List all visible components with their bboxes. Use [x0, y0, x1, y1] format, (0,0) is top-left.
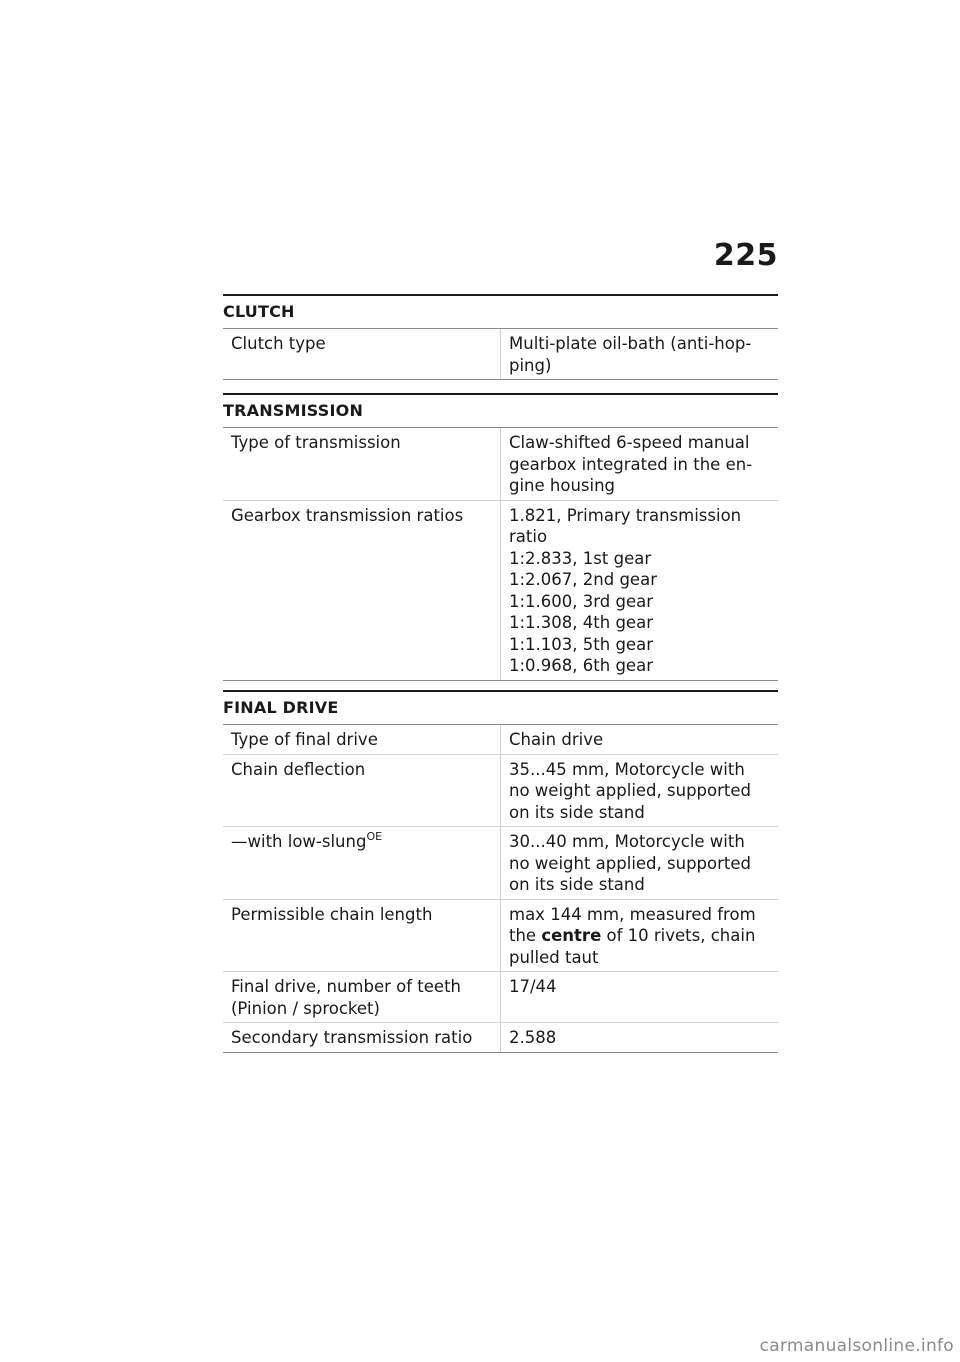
section-transmission [223, 393, 778, 681]
spec-label: Chain deflection [223, 755, 501, 827]
spec-value: Multi-plate oil-bath (anti-hop- ping) [509, 334, 752, 375]
spec-label: Final drive, number of teeth (Pinion / sprocket) [223, 972, 501, 1022]
spec-value: 35...45 mm, Motorcycle with no weight applied, supported on its side stand [509, 759, 751, 822]
spec-label-text: —with low-slung [231, 832, 367, 851]
spec-row [223, 971, 778, 1022]
section-final-drive [223, 690, 778, 1053]
spec-value-text: the [509, 926, 542, 945]
spec-row [223, 754, 778, 827]
spec-label: Type of final drive [223, 725, 501, 754]
spec-value: 2.588 [509, 1028, 557, 1047]
spec-value-line: pulled taut [509, 947, 599, 967]
section-title-transmission: TRANSMISSION [223, 401, 364, 420]
spec-label [223, 827, 501, 899]
section-title-clutch: CLUTCH [223, 302, 295, 321]
spec-value-emphasis: centre [541, 926, 602, 945]
spec-row [223, 826, 778, 899]
spec-value-text: of 10 rivets, chain [601, 926, 756, 945]
section-clutch [223, 294, 778, 380]
spec-label: Secondary transmission ratio [223, 1023, 501, 1052]
spec-label: Permissible chain length [223, 900, 501, 972]
spec-label: Type of transmission [223, 428, 501, 500]
spec-row [223, 427, 778, 500]
spec-row [223, 899, 778, 972]
spec-value: 1.821, Primary transmission ratio 1:2.833, 1st gear 1:2.067, 2nd gear 1:1.600, 3rd gear 1:1.308, 4th gear 1:1.103, 5th gear 1:0.968, 6th gear [509, 505, 742, 675]
spec-value: Claw-shifted 6-speed manual gearbox integrated in the en- gine housing [509, 433, 753, 495]
spec-row [223, 1022, 778, 1053]
oe-superscript: OE [366, 830, 383, 843]
section-title-final-drive: FINAL DRIVE [223, 698, 339, 717]
watermark-footer: carmanualsonline.info [759, 1336, 954, 1356]
spec-label: Clutch type [223, 329, 501, 379]
spec-row [223, 500, 778, 681]
spec-value [501, 900, 778, 972]
page-number: 225 [713, 238, 778, 273]
spec-value: 30...40 mm, Motorcycle with no weight applied, supported on its side stand [509, 832, 751, 894]
spec-value-line: max 144 mm, measured from [509, 904, 756, 924]
spec-row [223, 328, 778, 380]
spec-row [223, 724, 778, 754]
spec-value: 17/44 [509, 977, 557, 996]
spec-label: Gearbox transmission ratios [223, 501, 501, 680]
spec-value: Chain drive [509, 730, 604, 749]
